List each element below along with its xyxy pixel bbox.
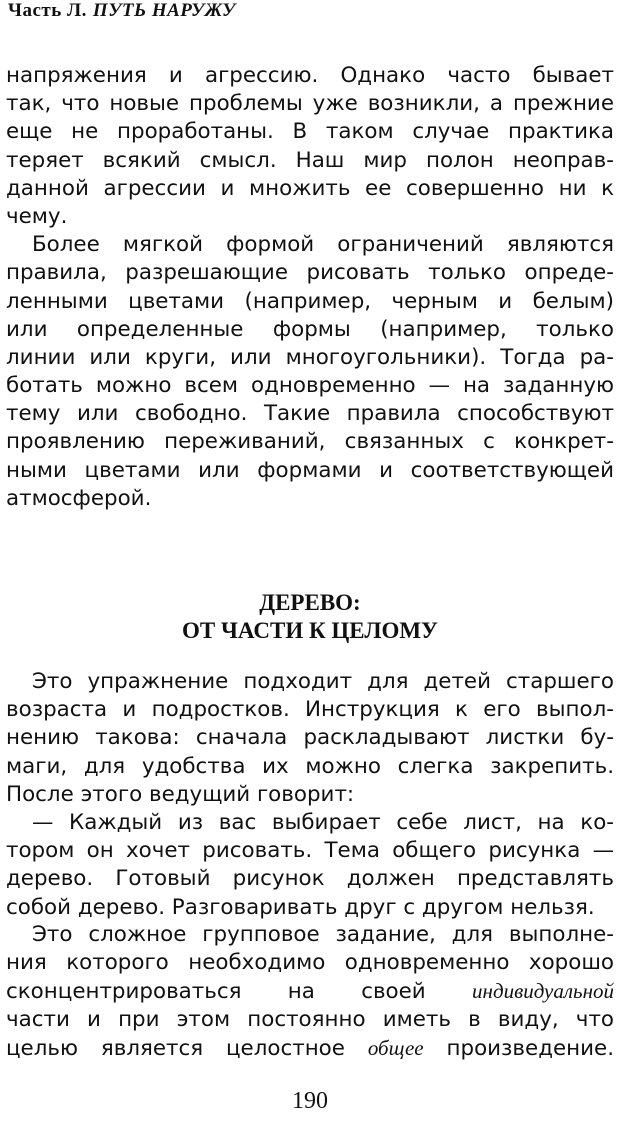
text-line: линии или круги, или многоугольники). Тогда ра- <box>6 344 614 370</box>
text-block-bottom <box>0 668 620 922</box>
text-line: ленными цветами (например, черным и белым) <box>6 288 614 314</box>
text-line: ния которого необходимо одновременно хорошо <box>6 950 614 976</box>
section-heading-line-1: ДЕРЕВО: <box>259 590 361 615</box>
text-line: тему или свободно. Такие правила способствуют <box>6 401 614 427</box>
text-block-top <box>0 62 620 513</box>
text-line: правила, разрешающие рисовать только опреде- <box>6 260 614 286</box>
text-line: нению такова: сначала раскладывают листки бу- <box>6 725 614 751</box>
text-line: проявлению переживаний, связанных с конкрет- <box>6 429 614 455</box>
text-line: так, что новые проблемы уже возникли, а прежние <box>6 91 614 117</box>
running-head-title: ПУТЬ НАРУЖУ <box>92 0 236 21</box>
text-line: дерево. Готовый рисунок должен представлять <box>6 866 614 892</box>
running-head-part: Часть Л. <box>8 0 87 21</box>
text-run: сконцентрироваться на своей <box>6 979 426 1005</box>
text-line: маги, для удобства их можно слегка закрепить. <box>6 753 614 779</box>
text-line: напряжения и агрессию. Однако часто бывает <box>6 63 614 88</box>
text-line: Это упражнение подходит для детей старшего <box>32 669 614 694</box>
section-heading <box>0 589 620 645</box>
emphasized-word: общее <box>367 1035 424 1060</box>
text-line: ботать можно всем одновременно — на заданную <box>6 373 614 399</box>
text-run: произведение. <box>446 1035 614 1061</box>
text-line: теряет всякий смысл. Наш мир полон неоправ- <box>6 147 614 173</box>
text-line: данной агрессии и множить ее совершенно ни к <box>6 175 614 201</box>
text-line: или определенные формы (например, только <box>6 316 614 342</box>
text-line: еще не проработаны. В таком случае практика <box>6 119 614 145</box>
text-line: тором он хочет рисовать. Тема общего рисунка — <box>6 838 614 864</box>
page-number: 190 <box>292 1088 328 1114</box>
text-line: собой дерево. Разговаривать друг с другом нельзя. <box>6 894 595 920</box>
text-line: ными цветами или формами и соответствующей <box>6 457 614 483</box>
text-line <box>0 977 620 1005</box>
text-line: После этого ведущий говорит: <box>6 781 355 807</box>
text-line: Это сложное групповое задание, для выполне- <box>32 922 614 947</box>
text-line <box>0 1034 620 1062</box>
running-head <box>8 0 236 22</box>
text-line: Более мягкой формой ограничений являются <box>32 232 614 258</box>
emphasized-word: индивидуальной <box>472 979 614 1004</box>
text-line: возраста и подростков. Инструкция к его выпол- <box>6 697 614 723</box>
text-line: — Каждый из вас выбирает себе лист, на ко- <box>32 809 614 835</box>
text-line: атмосферой. <box>6 485 152 511</box>
text-line: чему. <box>6 203 68 229</box>
text-run: целью является целостное <box>6 1035 345 1061</box>
final-paragraph <box>0 921 620 1062</box>
text-line: части и при этом постоянно иметь в виду, что <box>6 1006 614 1032</box>
section-heading-line-2: ОТ ЧАСТИ К ЦЕЛОМУ <box>182 618 438 643</box>
